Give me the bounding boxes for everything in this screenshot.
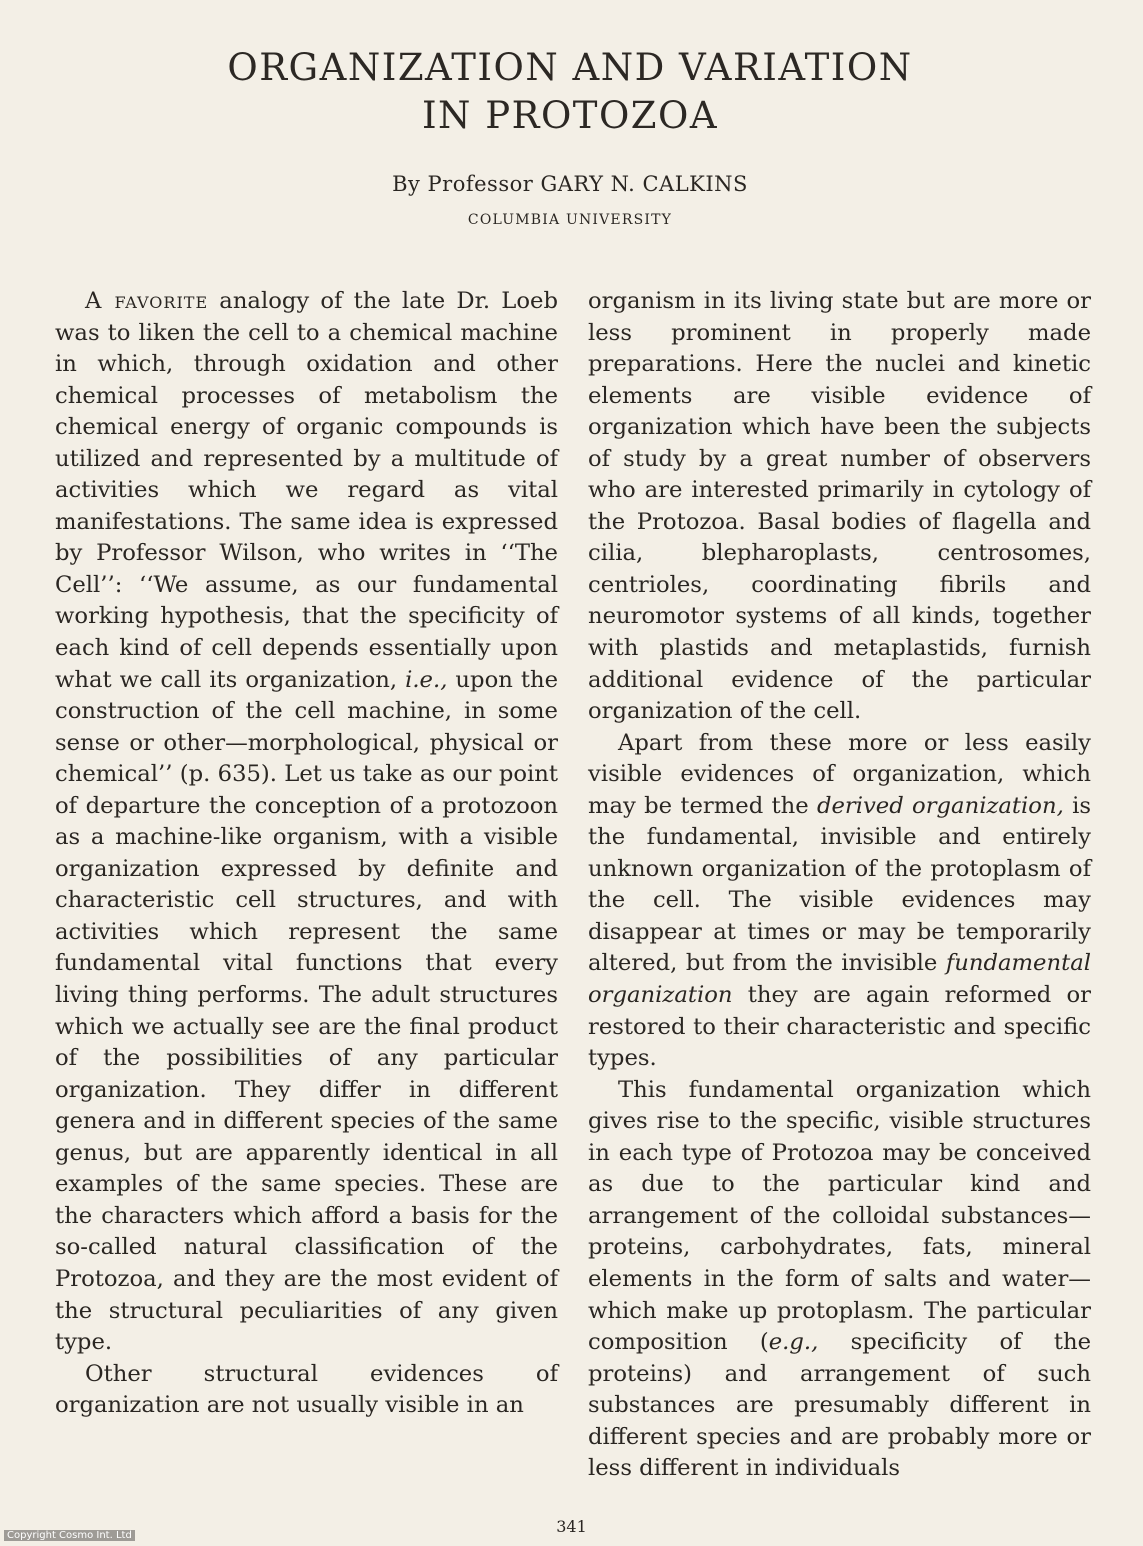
paragraph: organism in its living state but are more or less prominent in properly made preparations. Here the nuclei and kinetic elements are visible evidence of organization which have been the subjects of study by a great number of observers who are interested primarily in cytology of the Protozoa. Basal bodies of flagella and cilia, blepharoplasts, centrosomes, centrioles, coordinating fibrils and neuromotor systems of all kinds, together with plastids and metaplastids, furnish additional evidence of the particular organization of the cell. bbox=[588, 288, 1091, 725]
small-caps-lead: A favorite bbox=[85, 288, 209, 314]
paragraph bbox=[588, 728, 1091, 1075]
paragraph: Other structural evidences of organization are not usually visible in an bbox=[55, 1360, 558, 1419]
text-column-right bbox=[588, 286, 1091, 1485]
author-affiliation: COLUMBIA UNIVERSITY bbox=[467, 212, 673, 228]
emphasis: e.g., bbox=[768, 1329, 819, 1356]
paragraph bbox=[55, 286, 558, 1359]
emphasis: fundamental organization bbox=[588, 950, 1091, 1009]
text-run: This fundamental organization which gives rise to the specific, visible structures in each type of Protozoa may be conceived as due to the particular kind and arrangement of the colloidal substances—proteins, carbohydrates, fats, mineral elements in the form of salts and water—which make up protoplasm. The particular composition ( bbox=[588, 1076, 1091, 1356]
title-line-1: ORGANIZATION AND VARIATION bbox=[227, 46, 913, 89]
text-column-left bbox=[55, 286, 558, 1422]
text-run: specificity of the proteins) and arrangement of such substances are presumably different in different species and are probably more or less different in individuals bbox=[588, 1329, 1091, 1482]
paragraph bbox=[588, 1075, 1091, 1485]
emphasis: i.e., bbox=[405, 666, 448, 693]
author-byline: By Professor GARY N. CALKINS bbox=[392, 172, 748, 196]
title-line-2: IN PROTOZOA bbox=[421, 94, 719, 137]
article-title bbox=[120, 44, 1020, 140]
text-run: is the fundamental, invisible and entirely unknown organization of the protoplasm of the cell. The visible evidences may disappear at times or may be temporarily altered, but from the invisible bbox=[588, 792, 1091, 977]
page-number: 341 bbox=[556, 1517, 587, 1536]
text-run: Apart from these more or less easily visible evidences of organization, which may be termed the bbox=[588, 729, 1091, 819]
copyright-watermark: Copyright Cosmo Int. Ltd bbox=[4, 1530, 135, 1541]
text-run: upon the construction of the cell machine, in some sense or other—morphological, physical or chemical’’ (p. 635). Let us take as our point of departure the conception of a protozoon as a machine-like organism, with a visible organization expressed by definite and characteristic cell structures, and with activities which represent the same fundamental vital functions that every living thing performs. The adult structures which we actually see are the final product of the possibilities of any particular organization. They differ in different genera and in different species of the same genus, but are apparently identical in all examples of the same species. These are the characters which afford a basis for the so-called natural classification of the Protozoa, and they are the most evident of the structural peculiarities of any given type. bbox=[55, 666, 558, 1356]
emphasis: derived organization, bbox=[816, 792, 1064, 819]
text-run: analogy of the late Dr. Loeb was to liken the cell to a chemical machine in which, through oxidation and other chemical processes of metabolism the chemical energy of organic compounds is utilized and represented by a multitude of activities which we regard as vital manifestations. The same idea is expressed by Professor Wilson, who writes in ‘‘The Cell’’: ‘‘We assume, as our fundamental working hypothesis, that the specificity of each kind of cell depends essentially upon what we call its organization, bbox=[55, 288, 558, 693]
text-run: they are again reformed or restored to their characteristic and specific types. bbox=[588, 982, 1091, 1072]
